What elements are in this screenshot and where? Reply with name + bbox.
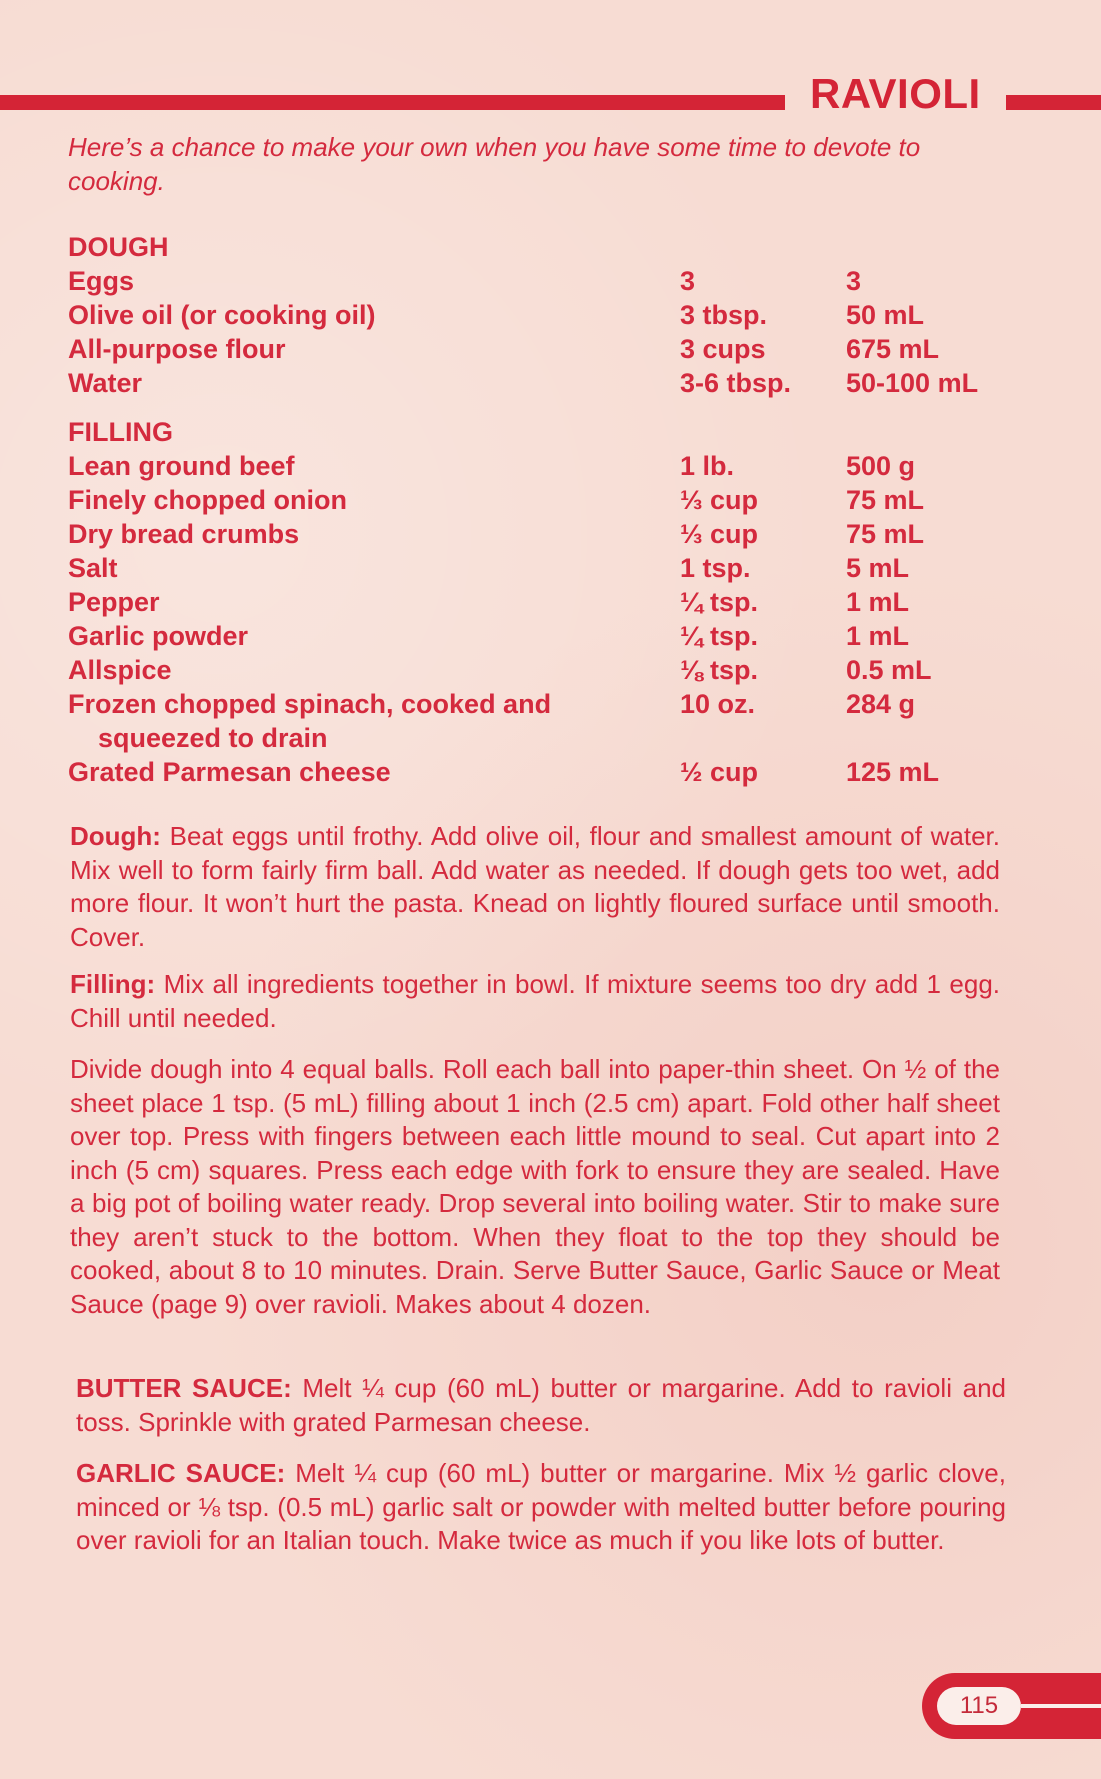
- butter-sauce: [76, 1372, 1006, 1439]
- ingredient-imperial: 3: [680, 266, 696, 296]
- ingredient-name: Dry bread crumbs: [68, 519, 300, 549]
- ingredient-row: [68, 366, 1008, 400]
- ingredient-imperial: 10 oz.: [680, 689, 756, 719]
- ingredient-metric: 1 mL: [846, 621, 910, 651]
- ingredient-name: Pepper: [68, 587, 160, 617]
- ingredient-row: [68, 332, 1008, 366]
- ingredient-name-line1: Frozen chopped spinach, cooked and: [68, 689, 552, 719]
- ingredient-name: Salt: [68, 553, 118, 583]
- ingredient-name: Grated Parmesan cheese: [68, 757, 391, 787]
- recipe-intro: Here’s a chance to make your own when you have some time to devote to cooking.: [68, 132, 921, 196]
- title-rule-right: [1006, 95, 1101, 110]
- ingredient-name: Lean ground beef: [68, 451, 295, 481]
- ingredient-name: Eggs: [68, 266, 135, 296]
- ingredient-metric: 3: [846, 266, 862, 296]
- ingredient-imperial: ½ cup: [680, 757, 759, 787]
- ingredient-imperial: 3 tbsp.: [680, 300, 768, 330]
- page-tab-line: [1021, 1704, 1101, 1708]
- ingredient-metric: 675 mL: [846, 334, 940, 364]
- ingredient-metric: 125 mL: [846, 757, 940, 787]
- ingredient-metric: 50 mL: [846, 300, 925, 330]
- ingredient-name: Olive oil (or cooking oil): [68, 300, 376, 330]
- filling-ingredients: [68, 415, 1008, 789]
- dough-text: Beat eggs until frothy. Add olive oil, flour and smallest amount of water. Mix well to form fairly firm ball. Add water as needed. If dough gets too wet, add more flour. It won’t hurt the pasta. Knead on lightly floured surface until smooth. Cover.: [70, 821, 1000, 952]
- dough-ingredients: [68, 230, 1008, 400]
- ingredient-name: Allspice: [68, 655, 172, 685]
- filling-lead: Filling:: [70, 969, 156, 999]
- ingredient-imperial: 3-6 tbsp.: [680, 368, 792, 398]
- filling-heading: FILLING: [68, 417, 173, 447]
- garlic-sauce: [76, 1457, 1006, 1558]
- ingredient-imperial: ¼ tsp.: [680, 621, 759, 651]
- title-rule-left: [0, 95, 785, 110]
- ingredient-metric: 5 mL: [846, 553, 910, 583]
- ingredient-name-line2: squeezed to drain: [98, 723, 328, 753]
- ingredient-name: Water: [68, 368, 143, 398]
- ingredient-metric: 0.5 mL: [846, 655, 932, 685]
- assembly-instructions: Divide dough into 4 equal balls. Roll each ball into paper-thin sheet. On ½ of the sheet place 1 tsp. (5 mL) filling about 1 inch (2.5 cm) apart. Fold other half sheet over top. Press with fingers between each little mound to seal. Cut apart into 2 inch (5 cm) squares. Press each edge with fork to ensure they are sealed. Have a big pot of boiling water ready. Drop several into boiling water. Stir to make sure they aren’t stuck to the bottom. When they float to the top they should be cooked, about 8 to 10 minutes. Drain. Serve Butter Sauce, Garlic Sauce or Meat Sauce (page 9) over ravioli. Makes about 4 dozen.: [70, 1054, 1000, 1319]
- recipe-title: RAVIOLI: [810, 70, 981, 117]
- garlic-sauce-text: Melt ¼ cup (60 mL) butter or margarine. Mix ½ garlic clove, minced or ⅛ tsp. (0.5 mL) garlic salt or powder with melted butter before pouring over ravioli for an Italian touch. Make twice as much if you like lots of butter.: [76, 1458, 1006, 1555]
- ingredient-row: [68, 687, 1008, 755]
- dough-instructions: [70, 820, 1000, 954]
- ingredient-metric: 500 g: [846, 451, 916, 481]
- ingredient-name: Finely chopped onion: [68, 485, 347, 515]
- ingredient-imperial: 3 cups: [680, 334, 766, 364]
- butter-sauce-lead: BUTTER SAUCE:: [76, 1373, 292, 1403]
- ingredient-metric: 284 g: [846, 689, 916, 719]
- ingredient-imperial: ⅓ cup: [680, 485, 759, 515]
- ingredient-row: [68, 449, 1008, 483]
- ingredient-row: [68, 619, 1008, 653]
- ingredient-imperial: 1 lb.: [680, 451, 735, 481]
- ingredient-imperial: 1 tsp.: [680, 553, 751, 583]
- ingredient-name: Garlic powder: [68, 621, 249, 651]
- garlic-sauce-lead: GARLIC SAUCE:: [76, 1458, 286, 1488]
- ingredient-row: [68, 755, 1008, 789]
- ingredient-row: [68, 551, 1008, 585]
- dough-lead: Dough:: [70, 821, 161, 851]
- dough-heading: DOUGH: [68, 232, 169, 262]
- ingredient-imperial: ¼ tsp.: [680, 587, 759, 617]
- ingredient-imperial: ⅓ cup: [680, 519, 759, 549]
- ingredient-row: [68, 298, 1008, 332]
- filling-instructions: [70, 968, 1000, 1035]
- ingredient-imperial: ⅛ tsp.: [680, 655, 759, 685]
- butter-sauce-text: Melt ¼ cup (60 mL) butter or margarine. Add to ravioli and toss. Sprinkle with grated Parmesan cheese.: [76, 1373, 1006, 1437]
- ingredient-row: [68, 585, 1008, 619]
- ingredient-row: [68, 264, 1008, 298]
- ingredient-name: All-purpose flour: [68, 334, 286, 364]
- filling-text: Mix all ingredients together in bowl. If mixture seems too dry add 1 egg. Chill until needed.: [70, 969, 1000, 1033]
- ingredient-name: [68, 687, 680, 755]
- ingredient-row: [68, 517, 1008, 551]
- ingredient-metric: 75 mL: [846, 485, 925, 515]
- ingredient-row: [68, 483, 1008, 517]
- ingredient-metric: 1 mL: [846, 587, 910, 617]
- ingredient-metric: 50-100 mL: [846, 368, 979, 398]
- page-number: 115: [937, 1687, 1021, 1725]
- ingredient-metric: 75 mL: [846, 519, 925, 549]
- ingredient-row: [68, 653, 1008, 687]
